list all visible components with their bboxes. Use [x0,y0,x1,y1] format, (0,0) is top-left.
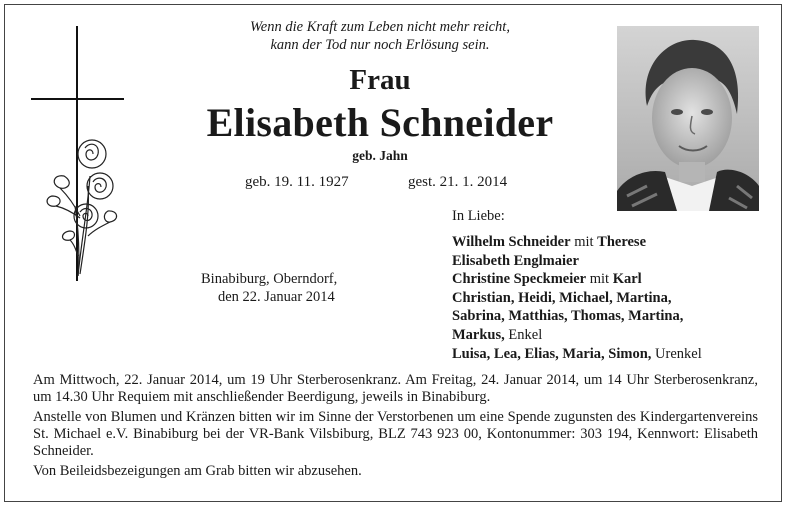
mourner-text: Christian, Heidi, Michael, Martina, [452,289,672,306]
condolence-note: Von Beileidsbezeigungen am Grab bitten wir abzusehen. [33,463,362,479]
mourner-text: Markus, [452,326,505,343]
maiden-name: geb. Jahn [352,148,408,163]
mourner-text: Urenkel [651,345,702,362]
birth-date: geb. 19. 11. 1927 [245,174,349,190]
mourner-line [452,289,772,308]
mourner-text: Enkel [504,326,543,343]
donation-request: Anstelle von Blumen und Kränzen bitten wir im Sinne der Verstorbenen um eine Spende zugunsten des Kindergartenvereins St. Michael e.V. Binabiburg bei der VR-Bank Vilsbiburg, BLZ 743 923 00, Kontonummer: 303 194, Kennwort: Elisabeth Schneider. [33,409,758,459]
mourner-line [452,326,772,345]
mourner-line [452,345,772,364]
mourner-text: Luisa, Lea, Elias, Maria, Simon, [452,345,652,362]
portrait-photo [617,26,759,211]
cross-with-roses-icon [30,26,140,286]
mourners-list [452,233,772,363]
mourner-text: Sabrina, Matthias, Thomas, Martina, [452,308,684,325]
quote-line-2: kann der Tod nur noch Erlösung sein. [270,37,490,53]
mourner-text: Wilhelm Schneider [452,234,571,250]
mourners-intro: In Liebe: [452,208,505,224]
location-date: den 22. Januar 2014 [218,289,335,305]
mourner-line [452,233,772,252]
mourner-line [452,252,772,271]
mourner-text: Elisabeth Englmaier [452,252,579,269]
notice-text [33,372,758,483]
deceased-name: Elisabeth Schneider [206,100,554,145]
service-details: Am Mittwoch, 22. Januar 2014, um 19 Uhr Sterberosenkranz. Am Freitag, 24. Januar 2014, um 14 Uhr Sterberosenkranz, um 14.30 Uhr Requiem mit anschließender Beerdigung, jeweils in Binabiburg. [33,372,758,405]
death-date: gest. 21. 1. 2014 [408,174,508,190]
mourner-text: mit [570,234,598,250]
location-place: Binabiburg, Oberndorf, [201,271,338,287]
mourner-line [452,307,772,326]
mourner-text: Karl [612,271,642,288]
memorial-quote [150,18,610,54]
mourner-text: Christine Speckmeier [452,271,587,288]
mourner-text: Therese [597,234,647,250]
salutation: Frau [349,64,411,96]
quote-line-1: Wenn die Kraft zum Leben nicht mehr reicht, [250,19,510,35]
mourner-text: mit [586,271,613,288]
mourner-line [452,270,772,289]
